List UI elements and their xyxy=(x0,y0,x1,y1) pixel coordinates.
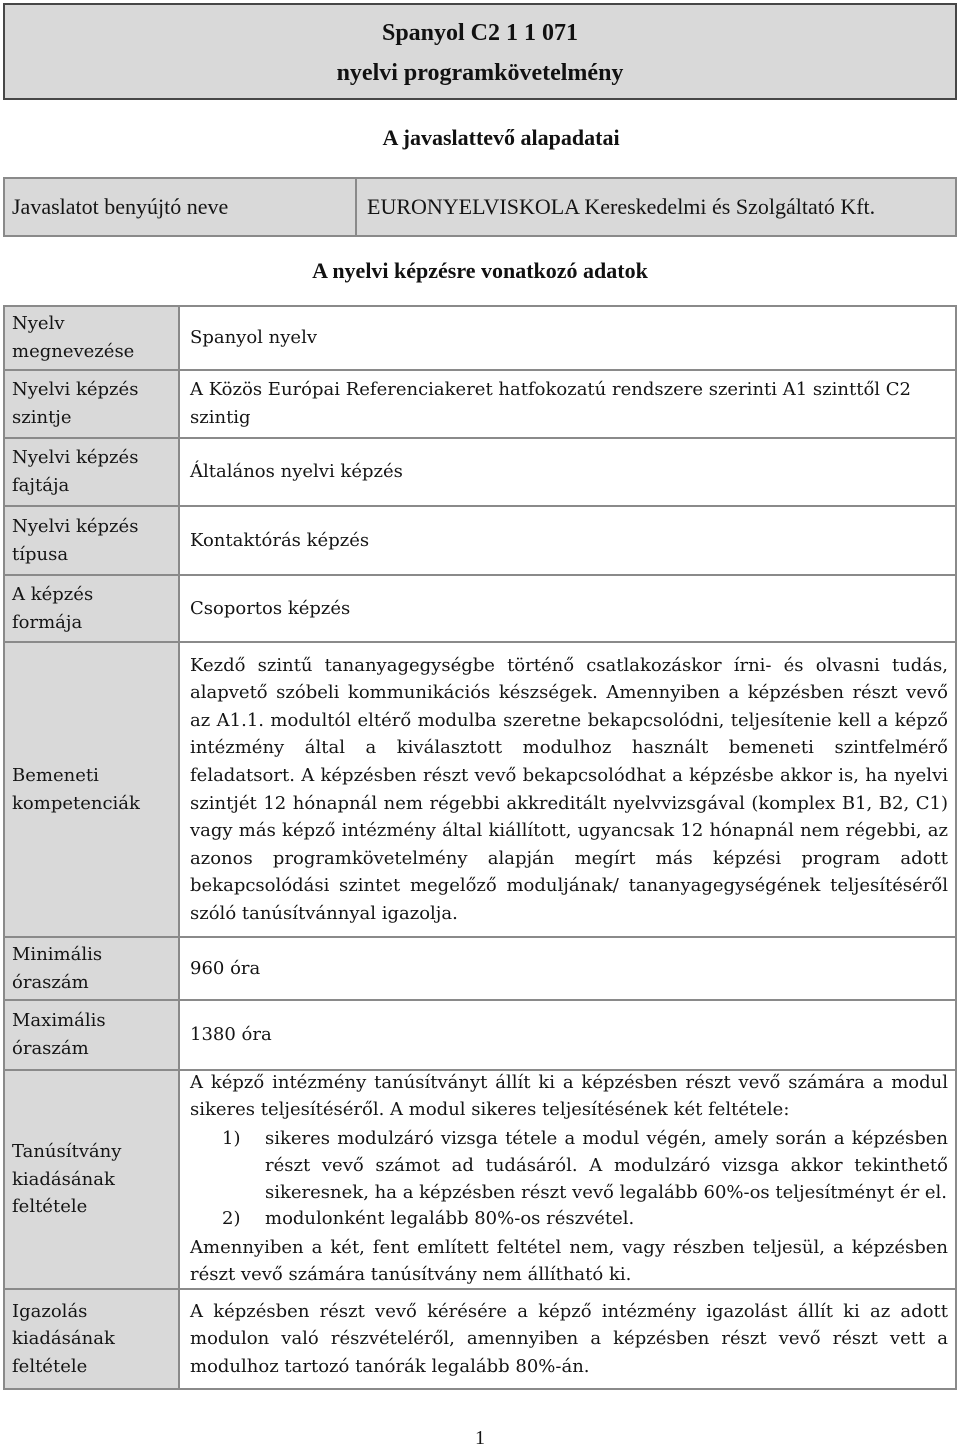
list-item xyxy=(190,1126,948,1206)
list-item-text: modulonként legalább 80%-os részvétel. xyxy=(265,1208,635,1230)
entry-competences-label: Bemeneti kompetenciák xyxy=(12,764,140,814)
list-marker: 1) xyxy=(222,1127,241,1149)
list-item xyxy=(190,1206,948,1233)
level-value-cell xyxy=(180,371,955,439)
certificate-label-cell xyxy=(5,1071,180,1290)
certificate-intro: A képző intézmény tanúsítványt állít ki a képzésben részt vevő számára a modul sikeres teljesítéséről. A modul sikeres teljesítésének két feltétele: xyxy=(190,1072,948,1121)
language-value: Spanyol nyelv xyxy=(190,327,318,349)
proposer-value-cell xyxy=(357,179,955,235)
type-label: Nyelvi képzés típusa xyxy=(12,515,139,565)
min-hours-label: Minimális óraszám xyxy=(12,943,103,993)
document-title: Spanyol C2 1 1 071 xyxy=(381,20,579,46)
certificate-value-cell xyxy=(180,1071,955,1290)
attestation-value: A képzésben részt vevő kérésére a képző intézmény igazolást állít ki az adott modulon való részvételéről, amennyiben a képzésben részt vevő részt vett a modulhoz tartozó tanórák legalább 80%-án. xyxy=(190,1300,948,1377)
entry-competences-value: Kezdő szintű tananyagegységbe történő csatlakozáskor írni- és olvasni tudás, alapvető szóbeli kommunikációs készségek. Amennyiben a képzésben részt vevő az A1.1. modultól eltérő modulba szeretne bekapcsolódni, teljesítenie kell a képző intézmény által a kiválasztott modulhoz használt bemeneti szintfelmérő feladatsort. A képzésben részt vevő bekapcsolódhat a képzésbe akkor is, ha nyelvi szintjét 12 hónapnál nem régebbi akkreditált nyelvvizsgával (komplex B1, B2, C1) vagy más képző intézmény által kiállított, ugyancsak 12 hónapnál nem régebbi, az azonos programkövetelmény alapján megírt más képzési program adott bekapcsolódási szintet megelőző moduljának/ tananyagegységének teljesítéséről szóló tanúsítvánnyal igazolja. xyxy=(190,654,948,924)
kind-value-cell xyxy=(180,439,955,507)
entry-competences-value-cell xyxy=(180,643,955,938)
document-title-box xyxy=(3,3,957,100)
form-value: Csoportos képzés xyxy=(190,597,351,619)
proposer-label-cell xyxy=(5,179,357,235)
attestation-value-cell xyxy=(180,1290,955,1388)
level-label: Nyelvi képzés szintje xyxy=(12,379,139,428)
type-label-cell xyxy=(5,507,180,576)
certificate-label: Tanúsítvány kiadásának feltétele xyxy=(12,1141,122,1218)
training-data-table xyxy=(3,305,957,1390)
list-marker: 2) xyxy=(222,1208,241,1230)
certificate-note: Amennyiben a két, fent említett feltétel nem, vagy részben teljesül, a képzésben részt vevő számára tanúsítvány nem állítható ki. xyxy=(190,1237,948,1285)
max-hours-value: 1380 óra xyxy=(190,1024,272,1046)
max-hours-value-cell xyxy=(180,1001,955,1071)
form-label-cell xyxy=(5,576,180,643)
entry-competences-label-cell xyxy=(5,643,180,938)
attestation-label: Igazolás kiadásának feltétele xyxy=(12,1300,115,1377)
certificate-conditions-list xyxy=(190,1126,948,1233)
form-value-cell xyxy=(180,576,955,643)
language-label: Nyelv megnevezése xyxy=(12,313,135,362)
level-label-cell xyxy=(5,371,180,439)
certificate-content xyxy=(190,1070,948,1288)
type-value-cell xyxy=(180,507,955,576)
kind-label: Nyelvi képzés fajtája xyxy=(12,447,139,496)
proposer-section-heading: A javaslattevő alapadatai xyxy=(382,125,620,150)
kind-label-cell xyxy=(5,439,180,507)
type-value: Kontaktórás képzés xyxy=(190,529,370,551)
list-item-text: sikeres modulzáró vizsga tétele a modul végén, amely során a képzésben részt vevő számot ad tudásáról. A modulzáró vizsga akkor tekinthető sikeresnek, ha a képzésben részt vevő legalább 60%-os teljesítményt ér el. xyxy=(265,1127,948,1203)
language-label-cell xyxy=(5,307,180,371)
training-section-heading: A nyelvi képzésre vonatkozó adatok xyxy=(312,258,648,283)
attestation-label-cell xyxy=(5,1290,180,1388)
min-hours-value: 960 óra xyxy=(190,957,261,979)
proposer-row xyxy=(3,177,957,237)
min-hours-label-cell xyxy=(5,938,180,1001)
language-value-cell xyxy=(180,307,955,371)
kind-value: Általános nyelvi képzés xyxy=(190,461,403,483)
level-value: A Közös Európai Referenciakeret hatfokozatú rendszere szerinti A1 szinttől C2 szintig xyxy=(190,379,911,428)
max-hours-label-cell xyxy=(5,1001,180,1071)
page-number: 1 xyxy=(475,1427,485,1449)
min-hours-value-cell xyxy=(180,938,955,1001)
max-hours-label: Maximális óraszám xyxy=(12,1010,106,1059)
form-label: A képzés formája xyxy=(12,583,94,633)
document-subtitle: nyelvi programkövetelmény xyxy=(336,60,624,86)
proposer-value: EURONYELVISKOLA Kereskedelmi és Szolgáltató Kft. xyxy=(367,194,876,219)
proposer-label: Javaslatot benyújtó neve xyxy=(12,194,229,219)
